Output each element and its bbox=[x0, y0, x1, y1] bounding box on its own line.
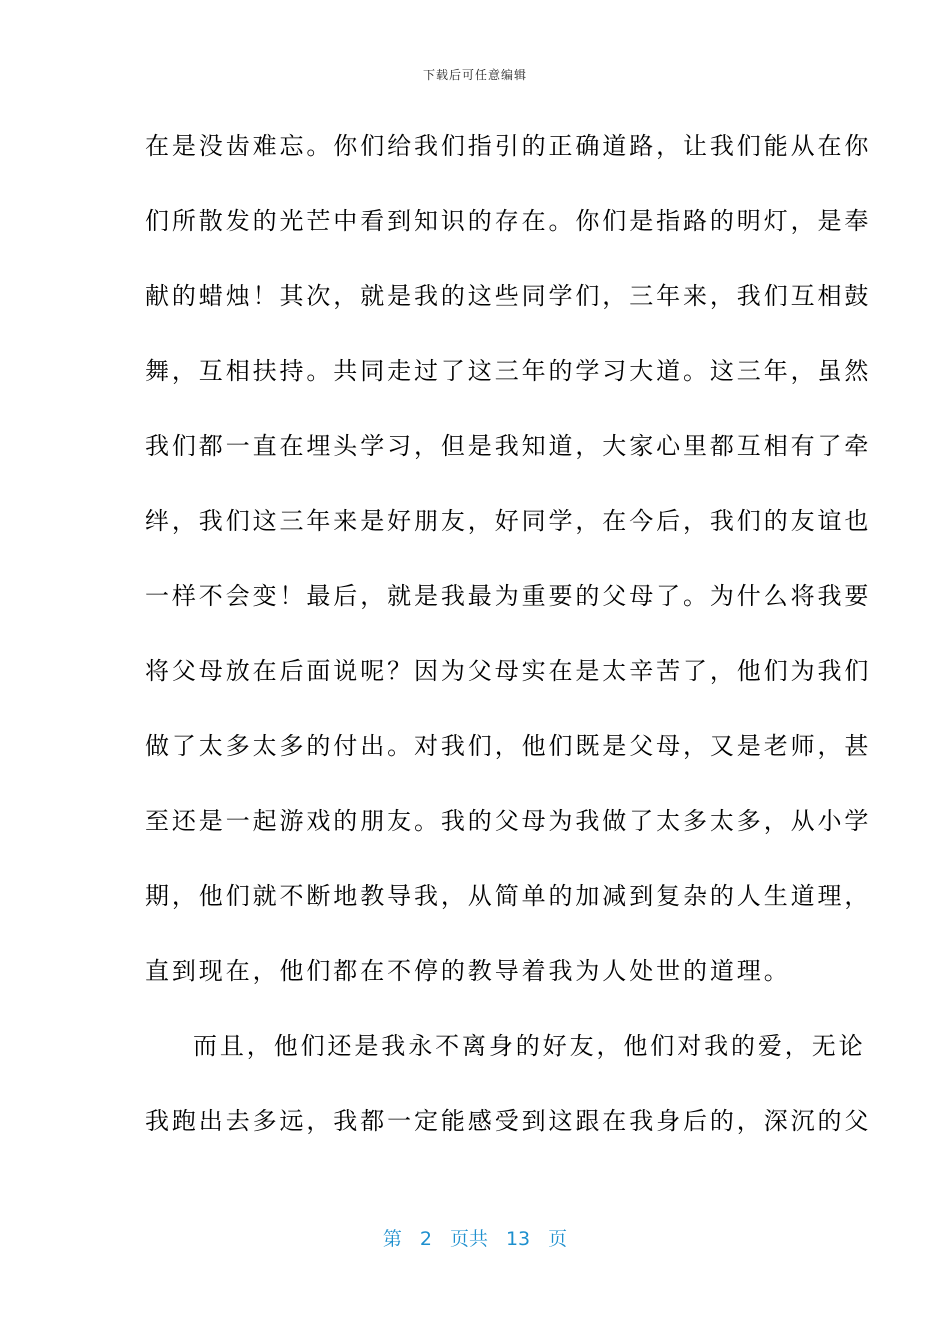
text-line: 至还是一起游戏的朋友。我的父母为我做了太多太多，从小学 bbox=[145, 807, 872, 835]
footer-middle: 页共 bbox=[449, 1228, 488, 1250]
text-line: 献的蜡烛！其次，就是我的这些同学们，三年来，我们互相鼓 bbox=[145, 282, 872, 310]
text-line: 一样不会变！最后，就是我最为重要的父母了。为什么将我要 bbox=[145, 582, 872, 610]
text-line: 期，他们就不断地教导我，从简单的加减到复杂的人生道理， bbox=[145, 882, 872, 910]
text-line: 直到现在，他们都在不停的教导着我为人处世的道理。 bbox=[145, 957, 791, 985]
text-line: 将父母放在后面说呢？因为父母实在是太辛苦了，他们为我们 bbox=[145, 657, 872, 685]
text-line: 们所散发的光芒中看到知识的存在。你们是指路的明灯，是奉 bbox=[145, 207, 872, 235]
document-body bbox=[145, 124, 872, 1174]
text-line: 绊，我们这三年来是好朋友，好同学，在今后，我们的友谊也 bbox=[145, 507, 872, 535]
current-page-number: 2 bbox=[419, 1228, 432, 1250]
text-line: 做了太多太多的付出。对我们，他们既是父母，又是老师，甚 bbox=[145, 732, 872, 760]
page-header-note: 下载后可任意编辑 bbox=[422, 68, 527, 82]
paragraph-start-line: 而且，他们还是我永不离身的好友，他们对我的爱，无论 bbox=[193, 1032, 866, 1060]
page-footer bbox=[0, 1224, 950, 1251]
text-line: 舞，互相扶持。共同走过了这三年的学习大道。这三年，虽然 bbox=[145, 357, 872, 385]
text-line: 在是没齿难忘。你们给我们指引的正确道路，让我们能从在你 bbox=[145, 132, 872, 160]
footer-prefix: 第 bbox=[382, 1228, 402, 1250]
text-line: 我们都一直在埋头学习，但是我知道，大家心里都互相有了牵 bbox=[145, 432, 872, 460]
footer-suffix: 页 bbox=[548, 1228, 568, 1250]
text-line: 我跑出去多远，我都一定能感受到这跟在我身后的，深沉的父 bbox=[145, 1107, 872, 1135]
total-page-count: 13 bbox=[505, 1228, 531, 1250]
